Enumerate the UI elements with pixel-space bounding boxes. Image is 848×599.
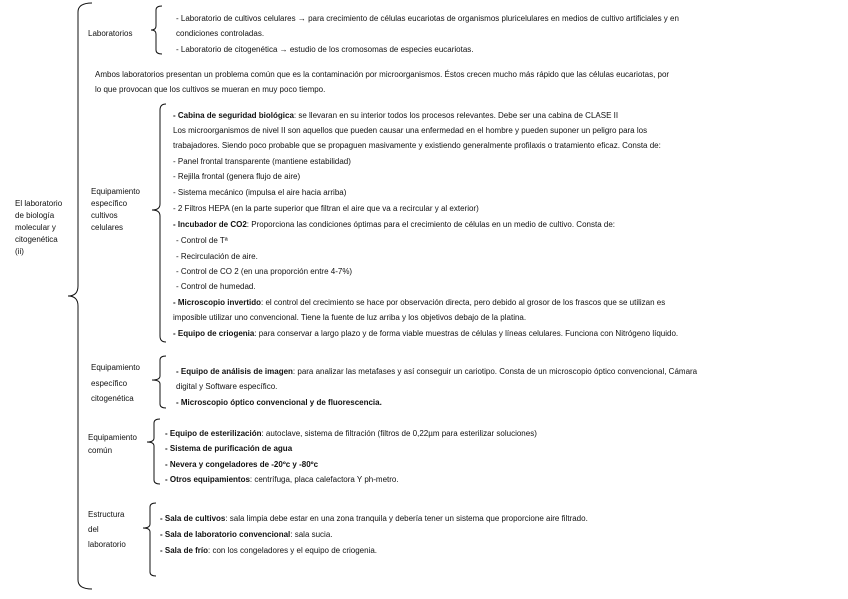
incubador-part: - Control de Tª bbox=[176, 236, 228, 245]
sala-convencional-title: - Sala de laboratorio convencional bbox=[160, 530, 291, 539]
cultivos-label-line: celulares bbox=[91, 223, 124, 232]
laboratorios-bracket bbox=[151, 6, 162, 54]
sala-convencional-text: : sala sucia. bbox=[290, 530, 333, 539]
common-problem-line: Ambos laboratorios presentan un problema común que es la contaminación por microorganismos. Éstos crecen mucho más rápido que las células eucariotas, por bbox=[95, 70, 670, 79]
laboratorios-item: condiciones controladas. bbox=[176, 29, 265, 38]
cultivos-label-line: cultivos bbox=[91, 211, 118, 220]
laboratorios-label: Laboratorios bbox=[88, 29, 133, 38]
sala-frio-line bbox=[160, 545, 377, 556]
otros-line bbox=[165, 474, 399, 485]
root-label-line: citogenética bbox=[15, 235, 58, 244]
sala-frio-text: : con los congeladores y el equipo de criogenia. bbox=[208, 546, 378, 555]
esterilizacion-title: - Equipo de esterilización bbox=[165, 429, 262, 438]
citogenetica-label-line: Equipamiento bbox=[91, 363, 140, 372]
cabina-line bbox=[173, 110, 618, 121]
esterilizacion-text: : autoclave, sistema de filtración (filtros de 0,22µm para esterilizar soluciones) bbox=[261, 429, 537, 438]
agua-line: - Sistema de purificación de agua bbox=[165, 444, 293, 453]
analisis-title: - Equipo de análisis de imagen bbox=[176, 367, 293, 376]
cabina-part: - Rejilla frontal (genera flujo de aire) bbox=[173, 172, 301, 181]
otros-text: : centrífuga, placa calefactora Y ph-metro. bbox=[249, 475, 399, 484]
sala-cultivos-title: - Sala de cultivos bbox=[160, 514, 226, 523]
microscopio-invertido-line bbox=[173, 297, 665, 308]
incubador-line bbox=[173, 219, 615, 230]
incubador-part: - Control de humedad. bbox=[176, 282, 256, 291]
nevera-line: - Nevera y congeladores de -20ºc y -80ºc bbox=[165, 460, 319, 469]
cultivos-label-line: específico bbox=[91, 199, 128, 208]
analisis-line bbox=[176, 366, 697, 377]
incubador-text: : Proporciona las condiciones óptimas para el crecimiento de células en un medio de cultivo. Consta de: bbox=[246, 220, 615, 229]
sala-frio-title: - Sala de frío bbox=[160, 546, 209, 555]
otros-title: - Otros equipamientos bbox=[165, 475, 250, 484]
cabina-title: - Cabina de seguridad biológica bbox=[173, 111, 294, 120]
sala-convencional-line bbox=[160, 529, 333, 540]
cabina-part: - 2 Filtros HEPA (en la parte superior que filtran el aire que va a recircular y al exterior) bbox=[173, 204, 479, 213]
estructura-label-line: laboratorio bbox=[88, 540, 126, 549]
cultivos-bracket bbox=[152, 104, 166, 342]
cabina-text: : se llevaran en su interior todos los procesos relevantes. Debe ser una cabina de CLASE II bbox=[293, 111, 619, 120]
estructura-bracket bbox=[143, 503, 156, 576]
cultivos-label-line: Equipamiento bbox=[91, 187, 140, 196]
root-bracket bbox=[68, 3, 92, 589]
common-problem-line: lo que provocan que los cultivos se mueran en muy poco tiempo. bbox=[95, 85, 326, 94]
analisis-text: : para analizar las metafases y así conseguir un cariotipo. Consta de un microscopio óptico convencional, Cámara bbox=[292, 367, 698, 376]
incubador-part: - Control de CO 2 (en una proporción entre 4-7%) bbox=[176, 267, 353, 276]
comun-label-line: Equipamiento bbox=[88, 433, 137, 442]
estructura-label-line: Estructura bbox=[88, 510, 125, 519]
microscopio-invertido-title: - Microscopio invertido bbox=[173, 298, 262, 307]
laboratorios-item: - Laboratorio de cultivos celulares → para crecimiento de células eucariotas de organismos pluricelulares en medios de cultivo artificiales y en bbox=[176, 14, 679, 23]
estructura-label-line: del bbox=[88, 525, 99, 534]
cabina-para: Los microorganismos de nivel II son aquellos que pueden causar una enfermedad en el hombre y pueden suponer un peligro para los bbox=[173, 126, 648, 135]
comun-label-line: común bbox=[88, 446, 113, 455]
cabina-part: - Panel frontal transparente (mantiene estabilidad) bbox=[173, 157, 351, 166]
sala-cultivos-text: : sala limpia debe estar en una zona tranquila y debería tener un sistema que proporcione aire filtrado. bbox=[225, 514, 588, 523]
laboratorios-item: - Laboratorio de citogenética → estudio de los cromosomas de especies eucariotas. bbox=[176, 45, 474, 54]
comun-bracket bbox=[147, 419, 160, 484]
microscopio-invertido-line2: imposible utilizar uno convencional. Tiene la fuente de luz arriba y los objetivos debajo de la platina. bbox=[173, 313, 527, 322]
analisis-line2: digital y Software específico. bbox=[176, 382, 278, 391]
root-label-line: de biología bbox=[15, 211, 55, 220]
cabina-para: trabajadores. Siendo poco probable que se propaguen masivamente y existiendo generalmente profilaxis o tratamiento eficaz. Consta de: bbox=[173, 141, 661, 150]
root-label-line: (ii) bbox=[15, 247, 24, 256]
cabina-part: - Sistema mecánico (impulsa el aire hacia arriba) bbox=[173, 188, 347, 197]
criogenia-text: : para conservar a largo plazo y de forma viable muestras de células y líneas celulares. Funciona con Nitrógeno líquido. bbox=[254, 329, 679, 338]
citogenetica-label-line: específico bbox=[91, 379, 128, 388]
esterilizacion-line bbox=[165, 428, 537, 439]
root-label-line: molecular y bbox=[15, 223, 56, 232]
citogenetica-label-line: citogenética bbox=[91, 394, 134, 403]
root-label-line: El laboratorio bbox=[15, 199, 63, 208]
incubador-title: - Incubador de CO2 bbox=[173, 220, 247, 229]
criogenia-line bbox=[173, 328, 678, 339]
microscopio-optico: - Microscopio óptico convencional y de fluorescencia. bbox=[176, 398, 382, 407]
sala-cultivos-line bbox=[160, 513, 588, 524]
citogenetica-bracket bbox=[152, 356, 166, 408]
incubador-part: - Recirculación de aire. bbox=[176, 252, 258, 261]
criogenia-title: - Equipo de criogenia bbox=[173, 329, 255, 338]
microscopio-invertido-text: : el control del crecimiento se hace por observación directa, pero debido al grosor de los frascos que se utilizan es bbox=[261, 298, 666, 307]
